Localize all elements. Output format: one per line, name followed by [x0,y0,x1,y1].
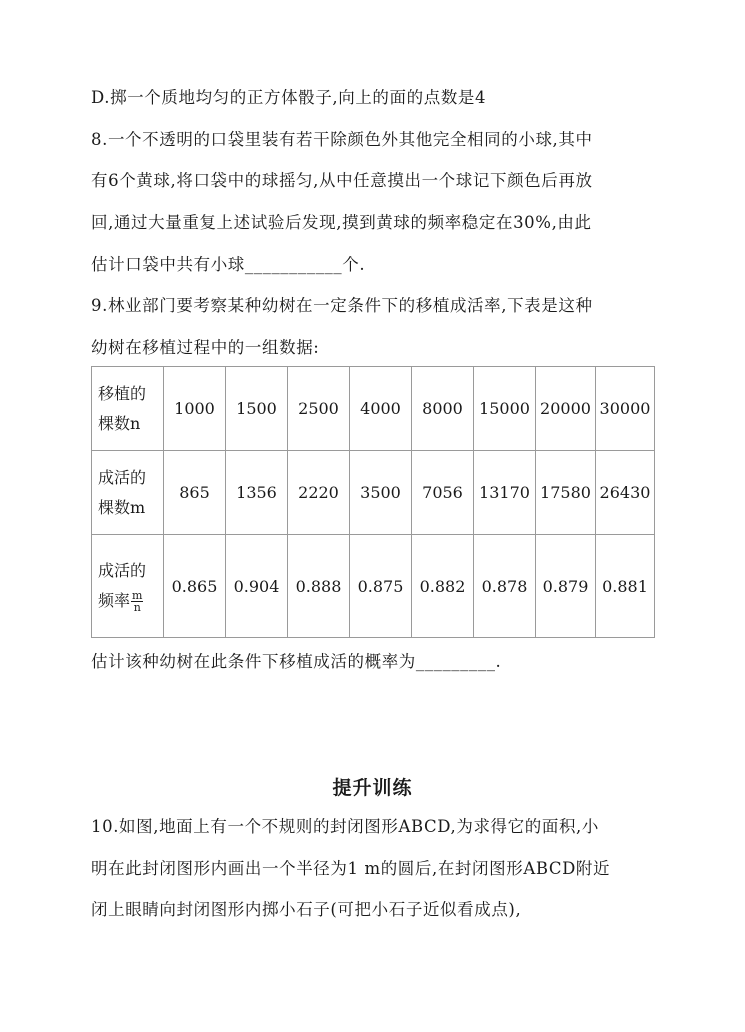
table-cell: 3500 [350,451,412,535]
fraction-numerator: m [132,589,143,602]
table-cell: 2500 [288,367,350,451]
header-line-b: 频率 [98,591,131,610]
table-row-survived [92,451,655,535]
question-8-line-2: 有6个黄球,将口袋中的球摇匀,从中任意摸出一个球记下颜色后再放 [91,171,593,190]
row-header-frequency [92,535,164,638]
table-cell: 0.888 [288,535,350,638]
transplant-data-table [91,366,655,638]
table-cell: 2220 [288,451,350,535]
table-cell: 17580 [536,451,596,535]
table-cell: 865 [164,451,226,535]
table-row-planted [92,367,655,451]
section-title: 提升训练 [332,777,413,799]
table-cell: 0.875 [350,535,412,638]
table-cell: 0.879 [536,535,596,638]
table-cell: 26430 [596,451,655,535]
table-cell: 15000 [474,367,536,451]
table-cell: 1000 [164,367,226,451]
table-cell: 8000 [412,367,474,451]
table-cell: 0.882 [412,535,474,638]
header-line-b: 棵数m [98,497,146,517]
row-header-planted [92,367,164,451]
option-d-text: D.掷一个质地均匀的正方体骰子,向上的面的点数是4 [91,88,487,107]
question-9-answer-line: 估计该种幼树在此条件下移植成活的概率为_________. [91,652,502,671]
table-cell: 4000 [350,367,412,451]
question-10-line-3: 闭上眼睛向封闭图形内掷小石子(可把小石子近似看成点), [91,900,522,919]
table-cell: 1500 [226,367,288,451]
fraction-m-over-n [131,590,143,613]
header-line-a: 成活的 [98,561,147,580]
table-cell: 0.881 [596,535,655,638]
question-9-line-1: 9.林业部门要考察某种幼树在一定条件下的移植成活率,下表是这种 [91,296,593,315]
table-cell: 30000 [596,367,655,451]
question-8-line-1: 8.一个不透明的口袋里装有若干除颜色外其他完全相同的小球,其中 [91,130,593,149]
table-cell: 1356 [226,451,288,535]
table-cell: 13170 [474,451,536,535]
question-10-line-1: 10.如图,地面上有一个不规则的封闭图形ABCD,为求得它的面积,小 [91,817,599,836]
table-cell: 0.878 [474,535,536,638]
table-cell: 7056 [412,451,474,535]
question-10-line-2: 明在此封闭图形内画出一个半径为1 m的圆后,在封闭图形ABCD附近 [91,859,611,878]
row-header-survived [92,451,164,535]
header-line-b: 棵数n [98,413,141,433]
question-9-line-2: 幼树在移植过程中的一组数据: [91,338,320,357]
table-cell: 0.865 [164,535,226,638]
fraction-denominator: n [133,601,141,614]
header-line-a: 成活的 [98,467,147,487]
table-row-frequency [92,535,655,638]
header-line-a: 移植的 [98,383,147,403]
table-cell: 20000 [536,367,596,451]
table-cell: 0.904 [226,535,288,638]
question-8-line-3: 回,通过大量重复上述试验后发现,摸到黄球的频率稳定在30%,由此 [91,213,592,232]
question-8-line-4: 估计口袋中共有小球___________个. [91,255,366,274]
